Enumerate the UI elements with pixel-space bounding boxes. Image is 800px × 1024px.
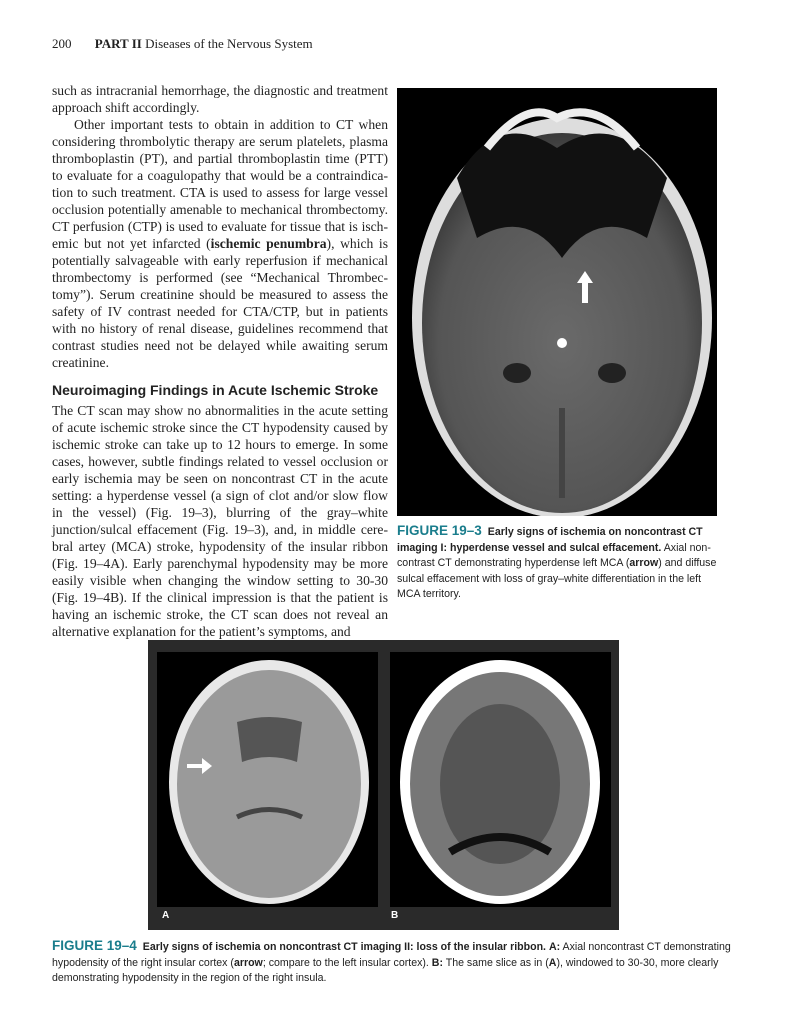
panel-a-label: A — [162, 910, 170, 921]
figure-label: FIGURE 19–3 — [397, 523, 482, 538]
caption-bold: arrow — [629, 557, 659, 570]
figure-label: FIGURE 19–4 — [52, 938, 137, 953]
caption-title: Early signs of ischemia on noncontrast CT imaging II: loss of the insular ribbon. — [142, 941, 547, 953]
figure-19-3-caption — [397, 523, 717, 603]
paragraph: The CT scan may show no abnormalities in the acute setting of acute ischemic stroke since the CT hypodensity caused by ischemic stroke can take up to 12 hours to emerge. In some cases, however, subtle findings related to vessel occlusion or early ischemia may be seen on noncontrast CT in the acute setting: a hyperdense vessel (a sign of clot and/or slow flow in the vessel) (Fig. 19–3), blurring of the gray–white junction/sulcal effacement (Fig. 19–3), and, in middle cerebral artey (MCA) stroke, hypodensity of the insular ribbon (Fig. 19–4A). Early parenchymal hypodensity may be more easily visible when changing the window setting to 30-30 (Fig. 19–4B). If the clinical impression is that the patient is having an ischemic stroke, the CT scan does not reveal an alternative explanation for the patient’s symptoms, and — [52, 403, 388, 639]
left-column — [52, 82, 388, 640]
panel-b-label: B — [391, 910, 399, 921]
caption-text: The same slice as in ( — [442, 956, 549, 969]
caption-text: Axial noncontrast CT demonstrating hyperdense left MCA ( — [397, 541, 711, 570]
figure-19-4-ct-images — [148, 640, 619, 930]
figure-19-4-caption — [52, 938, 752, 987]
panel-b-image — [390, 652, 611, 907]
panel-a-image — [157, 652, 378, 907]
figure-19-3-ct-image — [397, 88, 717, 516]
caption-text: ; compare to the left insular cortex). — [262, 956, 432, 969]
caption-text: ), windowed to 30-30, more clearly demonstrating hypodensity in the region of the right insula. — [52, 956, 719, 985]
caption-text: ) and diffuse sulcal effacement with loss of gray–white differentiation in the left MCA territory. — [397, 557, 717, 601]
paragraph — [52, 116, 388, 371]
caption-text: Axial noncontrast CT demonstrating hypodensity of the right insular cortex ( — [52, 941, 731, 969]
section-heading: Neuroimaging Findings in Acute Ischemic Stroke — [52, 382, 379, 398]
caption-bold: A: — [548, 941, 561, 953]
body-text-bottom — [52, 402, 388, 640]
section-title: Diseases of the Nervous System — [145, 36, 313, 51]
running-header — [52, 36, 313, 52]
bold-term: ischemic penumbra — [210, 236, 327, 251]
paragraph: such as intracranial hemorrhage, the diagnostic and treatment approach shift accordingly. — [52, 83, 388, 115]
caption-title: Early signs of ischemia on noncontrast CT imaging I: hyperdense vessel and sulcal effacement. — [397, 526, 703, 554]
body-text-top — [52, 82, 388, 371]
text: Other important tests to obtain in addition to CT when considering thrombolytic therapy are serum platelets, plasma thromboplastin (PT), and partial thromboplastin time (PTT) to evaluate for a coagulopathy that would be a contraindication to such treatment. CTA is used to assess for large vessel occlusion potentially amenable to mechanical thrombectomy. CT perfusion (CTP) is used to evaluate for tissue that is ischemic but not yet infarcted ( — [52, 117, 388, 251]
caption-bold: arrow — [233, 956, 263, 969]
caption-bold: A — [548, 956, 557, 969]
page-number: 200 — [52, 36, 72, 51]
text: ), which is potentially salvageable with early reperfusion if mechanical thrombectomy is performed (see “Mechanical Thrombectomy”). Serum creatinine should be measured to assess the safety of IV contrast needed for CTA/CTP, but in patients with no history of renal disease, guidelines recommend that contrast studies need not be delayed while awaiting serum creatinine. — [52, 236, 388, 370]
caption-bold: B: — [431, 956, 443, 969]
part-label: PART II — [94, 36, 142, 51]
